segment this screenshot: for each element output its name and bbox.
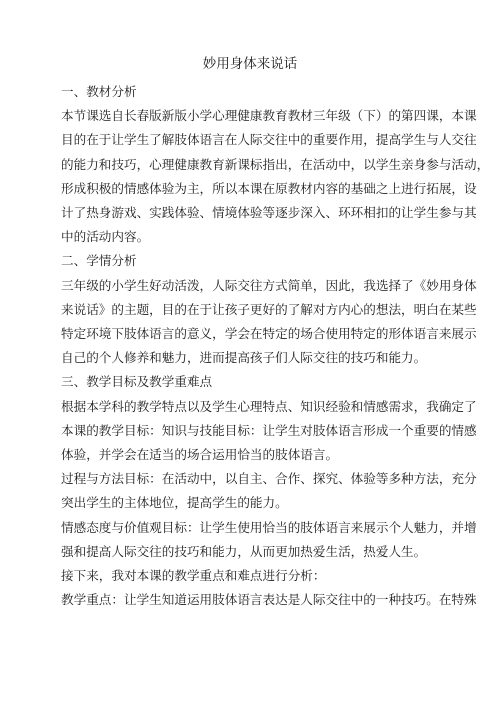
paragraph-line: 本课的教学目标：知识与技能目标：让学生对肢体语言形成一个重要的情感 [61,422,477,438]
section-heading-1: 一、教材分析 [61,84,137,99]
paragraph-line: 特定环境下肢体语言的意义，学会在特定的场合使用特定的形体语言来展示 [61,326,477,342]
paragraph-line: 三年级的小学生好动活泼，人际交往方式简单，因此，我选择了《妙用身体 [61,277,477,293]
paragraph-line: 目的在于让学生了解肢体语言在人际交往中的重要作用，提高学生与人交往 [61,132,477,148]
paragraph-line: 本节课选自长春版新版小学心理健康教育教材三年级（下）的第四课，本课 [61,108,477,124]
paragraph-line: 突出学生的主体地位，提高学生的能力。 [61,495,288,511]
paragraph-line: 强和提高人际交往的技巧和能力，从而更加热爱生活，热爱人生。 [61,543,427,559]
document-body [61,80,490,612]
paragraph-line: 形成积极的情感体验为主，所以本课在原教材内容的基础之上进行拓展，设 [61,180,477,196]
paragraph-line: 的能力和技巧，心理健康教育新课标指出，在活动中，以学生亲身参与活动， [61,156,490,172]
paragraph-line: 自己的个人修养和魅力，进而提高孩子们人际交往的技巧和能力。 [61,350,427,366]
paragraph-line: 情感态度与价值观目标：让学生使用恰当的肢体语言来展示个人魅力，并增 [61,519,477,535]
section-heading-2: 二、学情分析 [61,253,137,269]
paragraph-line: 体验，并学会在适当的场合运用恰当的肢体语言。 [61,447,339,463]
paragraph-line: 根据本学科的教学特点以及学生心理特点、知识经验和情感需求，我确定了 [61,398,477,414]
paragraph-line: 接下来，我对本课的教学重点和难点进行分析： [61,568,326,584]
section-heading-3: 三、教学目标及教学重难点 [61,374,213,390]
paragraph-line: 来说话》的主题，目的在于让孩子更好的了解对方内心的想法，明白在某些 [61,301,477,317]
paragraph-line: 计了热身游戏、实践体验、情境体验等逐步深入、环环相扣的让学生参与其 [61,205,477,221]
paragraph-line: 中的活动内容。 [61,229,150,245]
document-title: 妙用身体来说话 [202,56,298,72]
paragraph-line: 过程与方法目标：在活动中，以自主、合作、探究、体验等多种方法，充分 [61,471,477,487]
paragraph-line: 教学重点：让学生知道运用肢体语言表达是人际交往中的一种技巧。在特殊 [61,592,477,608]
